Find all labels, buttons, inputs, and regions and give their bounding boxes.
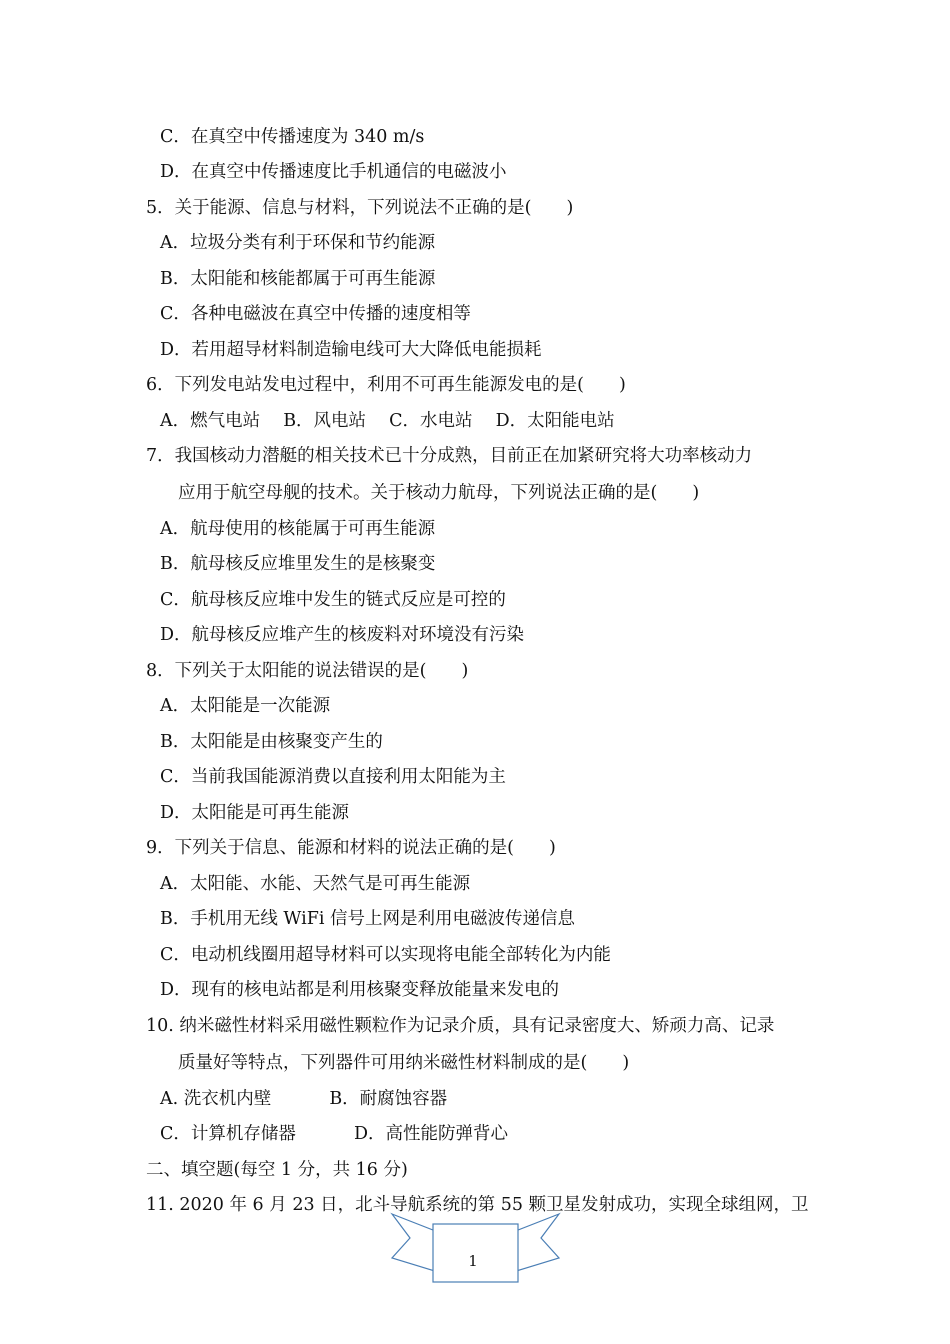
option-line: A．航母使用的核能属于可再生能源 (160, 519, 436, 539)
question-line: 10. 纳米磁性材料采用磁性颗粒作为记录介质，具有记录密度大、矫顽力高、记录 (146, 1016, 775, 1036)
option-line: C．在真空中传播速度为 340 m/s (160, 127, 425, 147)
option-line: C．电动机线圈用超导材料可以实现将电能全部转化为内能 (160, 945, 611, 965)
option-line: A. 洗衣机内壁 B．耐腐蚀容器 (160, 1089, 448, 1109)
ribbon-right-tail (513, 1214, 559, 1272)
option-line: D．在真空中传播速度比手机通信的电磁波小 (160, 162, 507, 182)
option-line: B．航母核反应堆里发生的是核聚变 (160, 554, 436, 574)
option-line: C．当前我国能源消费以直接利用太阳能为主 (160, 767, 506, 787)
question-line: 9．下列关于信息、能源和材料的说法正确的是( ) (146, 838, 556, 858)
option-line: A．燃气电站 B．风电站 C．水电站 D．太阳能电站 (160, 411, 615, 431)
option-line: A．太阳能是一次能源 (160, 696, 331, 716)
option-line: C．计算机存储器 D．高性能防弹背心 (160, 1124, 508, 1144)
continuation-line: 质量好等特点，下列器件可用纳米磁性材料制成的是( ) (178, 1053, 630, 1073)
question-line: 6．下列发电站发电过程中，利用不可再生能源发电的是( ) (146, 375, 626, 395)
option-line: B．太阳能和核能都属于可再生能源 (160, 269, 436, 289)
question-line: 7．我国核动力潜艇的相关技术已十分成熟，目前正在加紧研究将大功率核动力 (146, 446, 753, 466)
question-line: 11. 2020 年 6 月 23 日，北斗导航系统的第 55 颗卫星发射成功，实现全球组网，卫 (146, 1195, 809, 1215)
page-number: 1 (468, 1252, 478, 1270)
continuation-line: 应用于航空母舰的技术。关于核动力航母，下列说法正确的是( ) (178, 483, 700, 503)
option-line: A．垃圾分类有利于环保和节约能源 (160, 233, 436, 253)
option-line: B．太阳能是由核聚变产生的 (160, 732, 383, 752)
option-line: A．太阳能、水能、天然气是可再生能源 (160, 874, 471, 894)
question-line: 8．下列关于太阳能的说法错误的是( ) (146, 661, 469, 681)
option-line: C．各种电磁波在真空中传播的速度相等 (160, 304, 471, 324)
page-number-ribbon (388, 1206, 563, 1286)
option-line: D．现有的核电站都是利用核聚变释放能量来发电的 (160, 980, 560, 1000)
option-line: D．航母核反应堆产生的核废料对环境没有污染 (160, 625, 525, 645)
option-line: D．太阳能是可再生能源 (160, 803, 350, 823)
option-line: B．手机用无线 WiFi 信号上网是利用电磁波传递信息 (160, 909, 575, 929)
option-line: D．若用超导材料制造输电线可大大降低电能损耗 (160, 340, 542, 360)
question-line: 二、填空题(每空 1 分，共 16 分) (146, 1160, 408, 1180)
question-line: 5．关于能源、信息与材料，下列说法不正确的是( ) (146, 198, 574, 218)
ribbon-left-tail (392, 1214, 438, 1272)
option-line: C．航母核反应堆中发生的链式反应是可控的 (160, 590, 506, 610)
